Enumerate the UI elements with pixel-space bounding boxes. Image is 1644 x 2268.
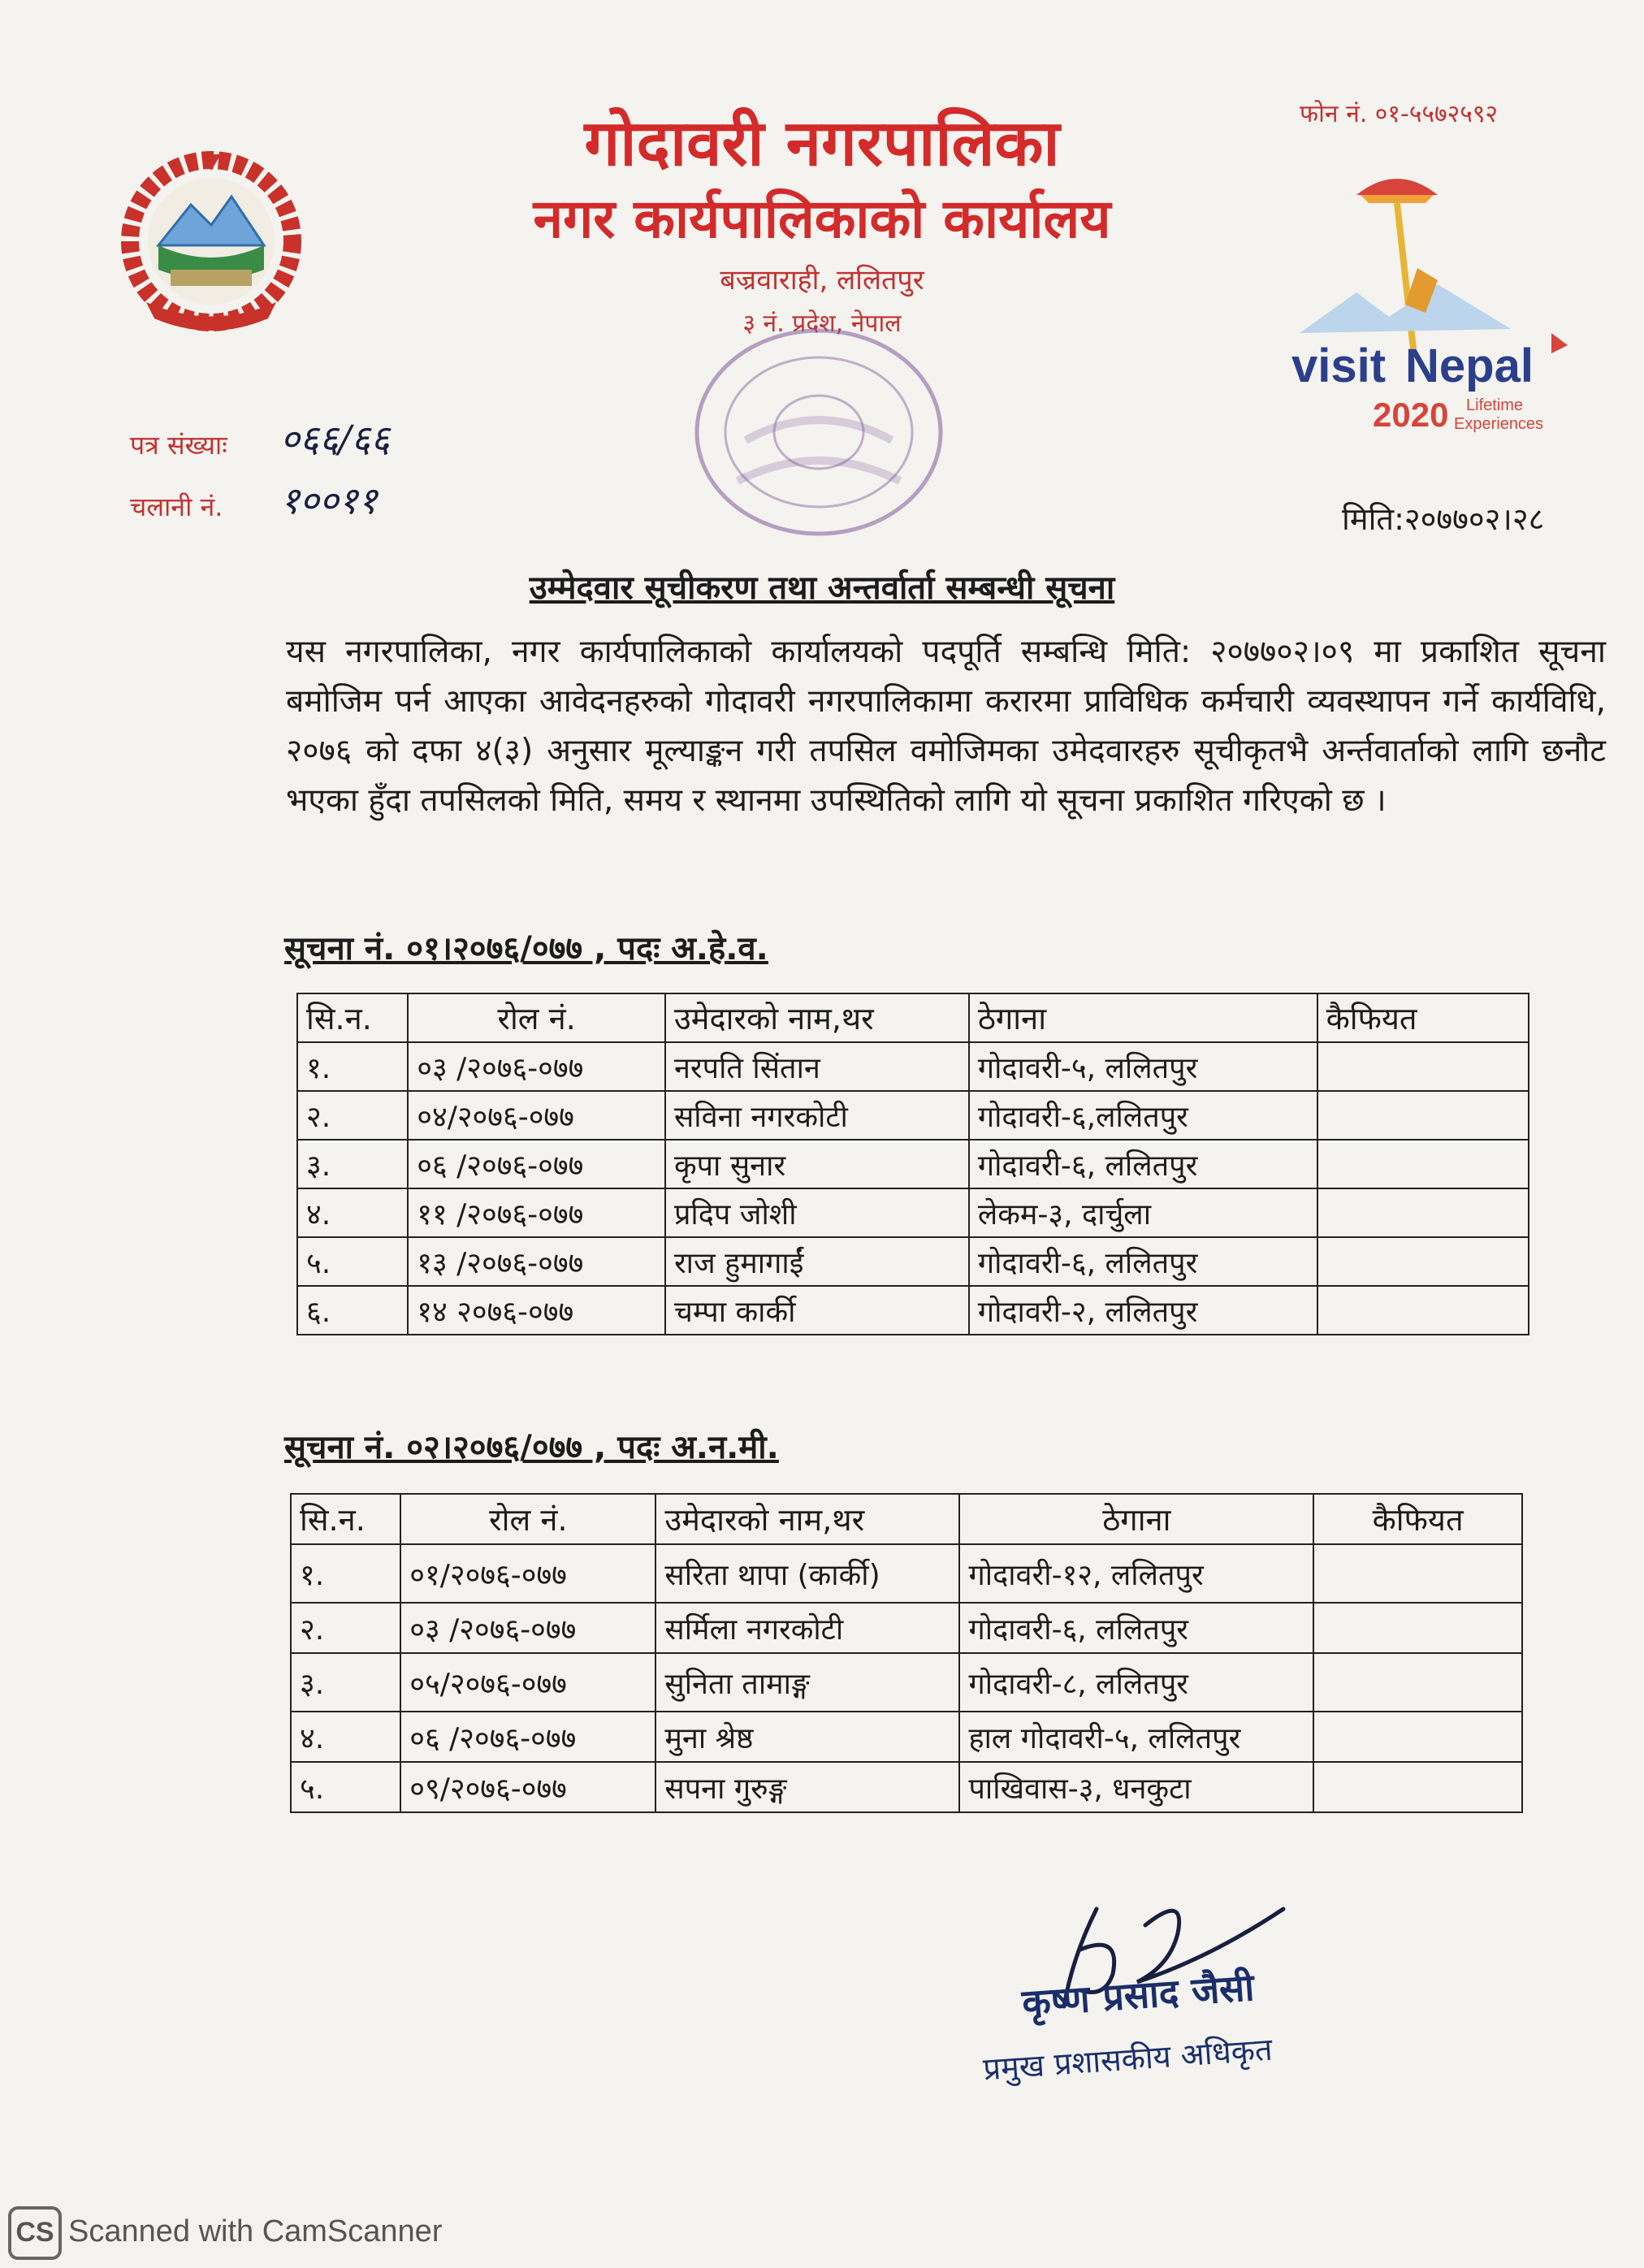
cell-sn: ५. (291, 1762, 400, 1812)
notice-body: यस नगरपालिका, नगर कार्यपालिकाको कार्यालयको पदपूर्ति सम्बन्धि मिति: २०७७०२।०९ मा प्रकाशित सूचना बमोजिम पर्न आएका आवेदनहरुको गोदावरी नगरपालिकामा करारमा प्राविधिक कर्मचारी व्यवस्थापन गर्ने कार्यविधि, २०७६ को दफा ४(३) अनुसार मूल्याङ्कन गरी तपसिल वमोजिमका उमेदवारहरु सूचीकृतभै अर्न्तवार्ताको लागि छनौट भएका हुँदा तपसिलको मिति, समय र स्थानमा उपस्थितिको लागि यो सूचना प्रकाशित गरिएको छ । (286, 634, 1606, 819)
cell-remarks (1317, 1042, 1529, 1091)
office-address: बज्रवाराही, ललितपुर (720, 264, 924, 296)
cell-roll: ०९/२०७६-०७७ (400, 1762, 655, 1812)
cell-remarks (1313, 1762, 1522, 1812)
col-sn: सि.न. (297, 993, 408, 1042)
cell-remarks (1313, 1653, 1522, 1712)
cell-address: लेकम-३, दार्चुला (969, 1188, 1317, 1237)
camscanner-logo-icon: CS (8, 2206, 62, 2260)
cell-remarks (1313, 1544, 1522, 1603)
table-row (297, 1042, 1529, 1091)
cell-sn: ४. (291, 1712, 400, 1762)
col-address: ठेगाना (959, 1494, 1313, 1544)
signatory-name: कृष्ण प्रसाद जैसी (1020, 1965, 1256, 2025)
svg-text:2020: 2020 (1373, 396, 1449, 434)
cell-name: कृपा सुनार (665, 1140, 969, 1188)
cell-sn: ४. (297, 1188, 408, 1237)
cell-address: हाल गोदावरी-५, ललितपुर (959, 1712, 1313, 1762)
cell-remarks (1317, 1286, 1529, 1335)
cell-roll: ०३ /२०७६-०७७ (400, 1603, 655, 1653)
cell-sn: २. (291, 1603, 400, 1653)
cell-address: गोदावरी-६, ललितपुर (969, 1237, 1317, 1286)
chalani-label: चलानी नं. (130, 491, 223, 522)
table-row (291, 1762, 1522, 1812)
cell-roll: ०४/२०७६-०७७ (408, 1091, 665, 1140)
col-remarks: कैफियत (1313, 1494, 1522, 1544)
svg-text:Lifetime: Lifetime (1466, 396, 1524, 414)
cell-address: गोदावरी-६, ललितपुर (959, 1603, 1313, 1653)
notice-subject-text: उम्मेदवार सूचीकरण तथा अन्तर्वार्ता सम्बन्धी सूचना (529, 569, 1115, 607)
cell-remarks (1313, 1712, 1522, 1762)
cell-name: सर्मिला नगरकोटी (655, 1603, 959, 1653)
col-remarks: कैफियत (1317, 993, 1529, 1042)
cell-remarks (1317, 1091, 1529, 1140)
cell-address: गोदावरी-२, ललितपुर (969, 1286, 1317, 1335)
patra-sankhya-value: ०६६/६६ (280, 417, 391, 461)
cell-address: पाखिवास-३, धनकुटा (959, 1762, 1313, 1812)
visit-nepal-2020-logo-icon (1283, 138, 1584, 447)
col-roll: रोल नं. (400, 1494, 655, 1544)
cell-sn: १. (297, 1042, 408, 1091)
cell-name: मुना श्रेष्ठ (655, 1712, 959, 1762)
cell-name: प्रदिप जोशी (665, 1188, 969, 1237)
cell-name: सविना नगरकोटी (665, 1091, 969, 1140)
table-row (297, 1091, 1529, 1140)
cell-roll: ०१/२०७६-०७७ (400, 1544, 655, 1603)
svg-text:visit: visit (1291, 340, 1387, 392)
cell-remarks (1317, 1188, 1529, 1237)
cell-sn: ३. (297, 1140, 408, 1188)
cell-roll: ०६ /२०७६-०७७ (408, 1140, 665, 1188)
cell-roll: ०३ /२०७६-०७७ (408, 1042, 665, 1091)
cell-roll: ११ /२०७६-०७७ (408, 1188, 665, 1237)
office-stamp-icon (681, 318, 965, 546)
cell-sn: १. (291, 1544, 400, 1603)
chalani-value: १००११ (280, 478, 378, 522)
table-header-row (297, 993, 1529, 1042)
table-row (291, 1712, 1522, 1762)
table-row (291, 1544, 1522, 1603)
section1-heading: सूचना नं. ०१।२०७६/०७७ , पदः अ.हे.व. (284, 930, 768, 967)
cell-remarks (1313, 1603, 1522, 1653)
camscanner-watermark (8, 2206, 442, 2260)
office-province: ३ नं. प्रदेश, नेपाल (742, 309, 902, 338)
camscanner-text: Scanned with CamScanner (68, 2214, 443, 2249)
cell-address: गोदावरी-६,ललितपुर (969, 1091, 1317, 1140)
cell-address: गोदावरी-६, ललितपुर (969, 1140, 1317, 1188)
svg-text:Experiences: Experiences (1454, 415, 1544, 433)
cell-roll: ०६ /२०७६-०७७ (400, 1712, 655, 1762)
col-address: ठेगाना (969, 993, 1317, 1042)
section2-table (290, 1493, 1523, 1813)
section2-heading: सूचना नं. ०२।२०७६/०७७ , पदः अ.न.मी. (284, 1429, 779, 1466)
cell-remarks (1317, 1237, 1529, 1286)
municipality-name: गोदावरी नगरपालिका (584, 107, 1060, 180)
signatory-title: प्रमुख प्रशासकीय अधिकृत (981, 2031, 1274, 2088)
cell-address: गोदावरी-८, ललितपुर (959, 1653, 1313, 1712)
table-row (297, 1140, 1529, 1188)
cell-roll: १४ २०७६-०७७ (408, 1286, 665, 1335)
table-header-row (291, 1494, 1522, 1544)
cell-roll: ०५/२०७६-०७७ (400, 1653, 655, 1712)
notice-date: मिति:२०७७०२।२८ (1342, 501, 1545, 537)
cell-sn: ५. (297, 1237, 408, 1286)
section1-table (296, 993, 1529, 1335)
cell-address: गोदावरी-१२, ललितपुर (959, 1544, 1313, 1603)
cell-sn: २. (297, 1091, 408, 1140)
table-row (291, 1603, 1522, 1653)
svg-text:Nepal: Nepal (1405, 340, 1534, 392)
col-name: उमेदारको नाम,थर (665, 993, 969, 1042)
notice-subject (0, 564, 1644, 608)
table-row (297, 1237, 1529, 1286)
cell-roll: १३ /२०७६-०७७ (408, 1237, 665, 1286)
table-row (297, 1286, 1529, 1335)
cell-name: नरपति सिंतान (665, 1042, 969, 1091)
col-sn: सि.न. (291, 1494, 400, 1544)
table-row (291, 1653, 1522, 1712)
cell-name: सपना गुरुङ्ग (655, 1762, 959, 1812)
cell-name: सुनिता तामाङ्ग (655, 1653, 959, 1712)
cell-name: चम्पा कार्की (665, 1286, 969, 1335)
table-row (297, 1188, 1529, 1237)
cell-remarks (1317, 1140, 1529, 1188)
phone-number: फोन नं. ०१-५५७२५९२ (1300, 100, 1499, 128)
col-roll: रोल नं. (408, 993, 665, 1042)
col-name: उमेदारको नाम,थर (655, 1494, 959, 1544)
office-name: नगर कार्यपालिकाको कार्यालय (533, 188, 1111, 250)
cell-address: गोदावरी-५, ललितपुर (969, 1042, 1317, 1091)
cell-name: राज हुमागाईं (665, 1237, 969, 1286)
patra-sankhya-label: पत्र संख्याः (130, 430, 227, 461)
cell-sn: ६. (297, 1286, 408, 1335)
cell-name: सरिता थापा (कार्की) (655, 1544, 959, 1603)
cell-sn: ३. (291, 1653, 400, 1712)
